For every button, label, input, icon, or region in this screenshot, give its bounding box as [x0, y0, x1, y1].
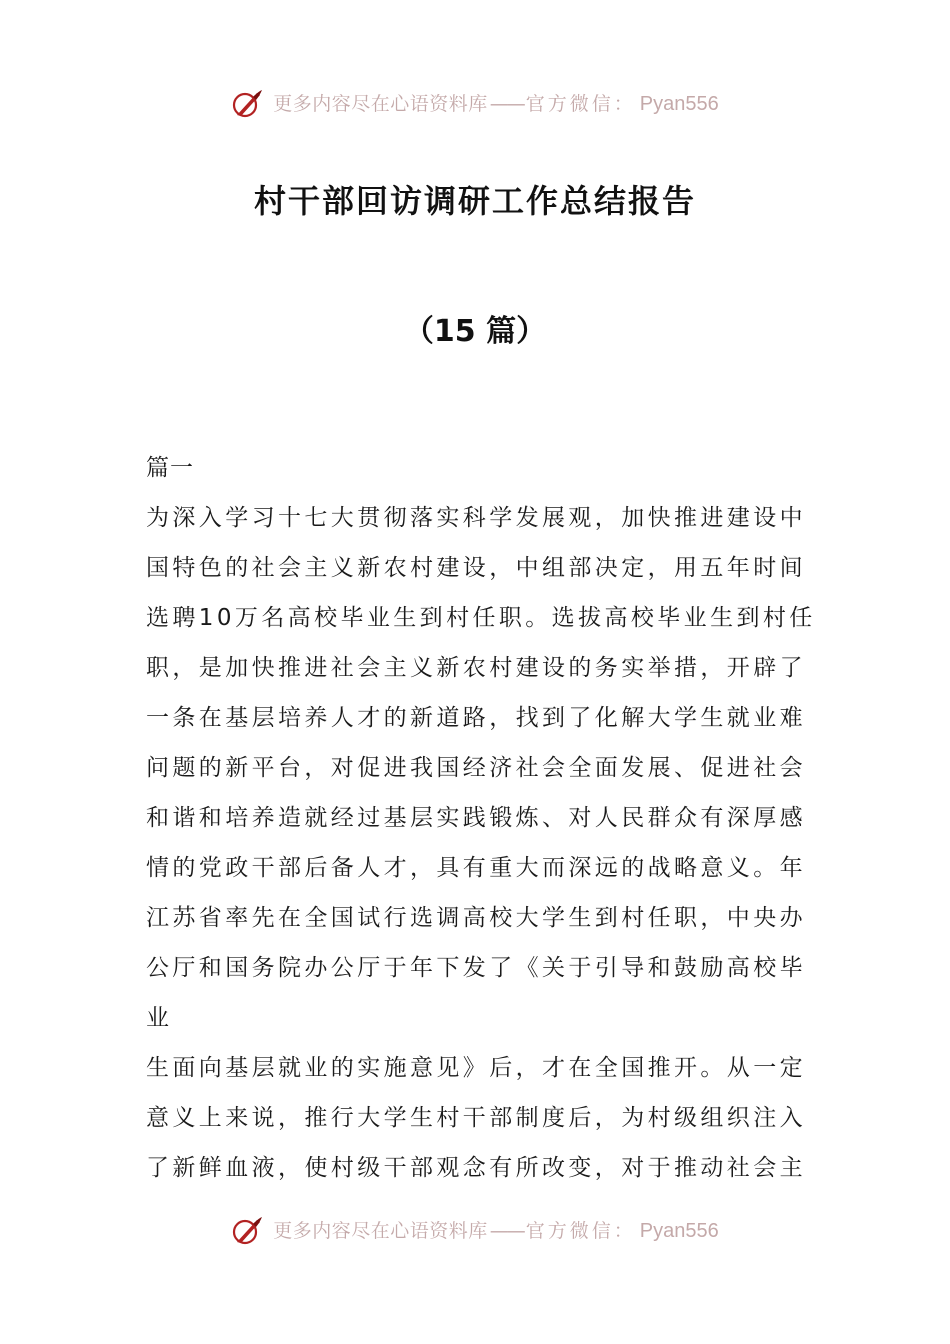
body-line: 问题的新平台，对促进我国经济社会全面发展、促进社会 — [146, 755, 806, 781]
watermark-text: 更多内容尽在心语资料库 — [273, 92, 488, 115]
body-line: 公厅和国务院办公厅于年下发了《关于引导和鼓励高校毕 — [146, 955, 806, 981]
watermark-text: 更多内容尽在心语资料库 — [273, 1219, 488, 1242]
body-line: 江苏省率先在全国试行选调高校大学生到村任职，中央办 — [146, 905, 806, 931]
body-line: 生面向基层就业的实施意见》后，才在全国推开。从一定 — [146, 1055, 806, 1081]
watermark-label: 官方微信： — [525, 92, 636, 115]
quill-logo-icon — [231, 89, 263, 119]
body-line: 情的党政干部后备人才，具有重大而深远的战略意义。年 — [146, 855, 806, 881]
body-line: 选聘10万名高校毕业生到村任职。选拔高校毕业生到村任 — [146, 605, 816, 631]
body-line: 一条在基层培养人才的新道路，找到了化解大学生就业难 — [146, 705, 806, 731]
section-heading: 篇一 — [146, 455, 194, 481]
quill-logo-icon — [231, 1216, 263, 1246]
header-watermark — [0, 88, 950, 119]
body-line: 和谐和培养造就经过基层实践锻炼、对人民群众有深厚感 — [146, 805, 806, 831]
watermark-label: 官方微信： — [525, 1219, 636, 1242]
page-subtitle: （15 篇） — [403, 314, 547, 349]
watermark-wechat-id: Pyan556 — [639, 92, 719, 115]
body-line: 意义上来说，推行大学生村干部制度后，为村级组织注入 — [146, 1105, 806, 1131]
watermark-dash: —— — [489, 1219, 524, 1242]
body-line: 职，是加快推进社会主义新农村建设的务实举措，开辟了 — [146, 655, 806, 681]
document-body — [146, 448, 816, 1198]
watermark-dash: —— — [489, 92, 524, 115]
page-title: 村干部回访调研工作总结报告 — [253, 182, 696, 220]
watermark-wechat-id: Pyan556 — [639, 1219, 719, 1242]
body-line: 为深入学习十七大贯彻落实科学发展观，加快推进建设中 — [146, 505, 806, 531]
footer-watermark — [0, 1215, 950, 1246]
body-line: 国特色的社会主义新农村建设，中组部决定，用五年时间 — [146, 555, 806, 581]
body-line: 了新鲜血液，使村级干部观念有所改变，对于推动社会主 — [146, 1155, 806, 1181]
body-line: 业 — [146, 1005, 173, 1031]
